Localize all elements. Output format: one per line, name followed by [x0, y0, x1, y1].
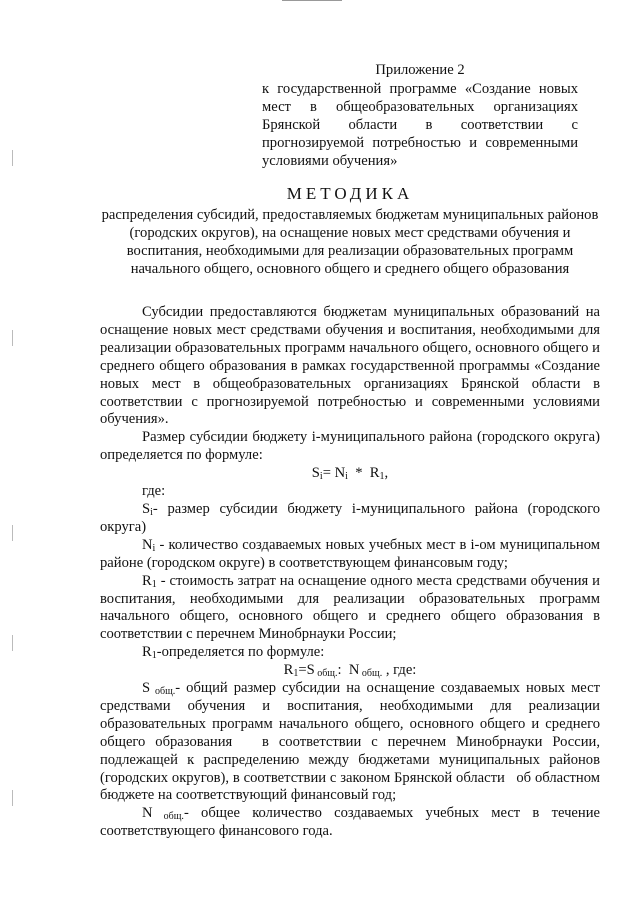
definition-si: $S_i-$ размер субсидии бюджету i-муниципального района (городского округа): [100, 500, 600, 535]
method-heading: [100, 185, 600, 279]
method-title: МЕТОДИКА: [286, 184, 414, 203]
paragraph-size: Размер субсидии бюджету i-муниципального района (городского округа) определяется по формуле:: [100, 429, 600, 464]
top-scan-line: [282, 0, 342, 1]
margin-mark: [12, 330, 16, 346]
appendix-title: Приложение 2: [375, 62, 465, 78]
appendix-body: к государственной программе «Создание новых мест в общеобразовательных организациях Брянской области в соответствии с прогнозируемой потребностью и современными условиями обучения»: [262, 80, 578, 169]
where-label: где:: [142, 483, 166, 500]
definition-s-total: S $_{общ.}$- общий размер субсидии на оснащение создаваемых новых мест средствами обучения и воспитания, необходимыми для реализации образовательных программ начального общего, основного общего и среднего общего образования в соответствии с перечнем Минобрнауки России, подлежащей к распределению между бюджетами муниципальных районов (городских округов), в соответствии с законом Брянской области об областном бюджете на соответствующий финансовый год;: [100, 680, 604, 804]
definition-r1: $R_1$ - стоимость затрат на оснащение одного места средствами обучения и воспитания, необходимыми для реализации образовательных программ начального общего, основного общего и среднего общего образования в соответствии с перечнем Минобрнауки России;: [100, 572, 600, 643]
formula-r1: $R_1=S$ $_{общ.}$: N $_{общ.}$ , где:: [283, 662, 417, 680]
margin-mark: [12, 150, 16, 166]
formula-si: $S_i= N_i * R_1$,: [311, 465, 389, 483]
margin-mark: [12, 790, 16, 806]
definition-ni: $N_i$ - количество создаваемых новых учебных мест в i-ом муниципальном районе (городском округе) в соответствующем финансовым году;: [100, 536, 600, 571]
main-text: [100, 304, 604, 841]
method-subtitle: распределения субсидий, предоставляемых бюджетам муниципальных районов (городских округов), на оснащение новых мест средствами обучения и воспитания, необходимыми для реализации образовательных программ начального общего, основного общего и среднего общего образования: [101, 206, 599, 277]
appendix-block: [262, 62, 578, 170]
margin-mark: [12, 635, 16, 651]
margin-mark: [12, 525, 16, 541]
paragraph-intro: Субсидии предоставляются бюджетам муниципальных образований на оснащение новых мест средствами обучения и воспитания, необходимыми для реализации образовательных программ начального общего, основного общего и среднего общего образования в рамках государственной программы «Создание новых мест в общеобразовательных организациях Брянской области в соответствии с прогнозируемой потребностью и современными условиями обучения».: [100, 304, 600, 428]
r1-formula-intro: $R_1$-определяется по формуле:: [142, 644, 325, 662]
definition-n-total: N $_{общ.}$- общее количество создаваемых учебных мест в течение соответствующего финансового года.: [100, 805, 600, 840]
